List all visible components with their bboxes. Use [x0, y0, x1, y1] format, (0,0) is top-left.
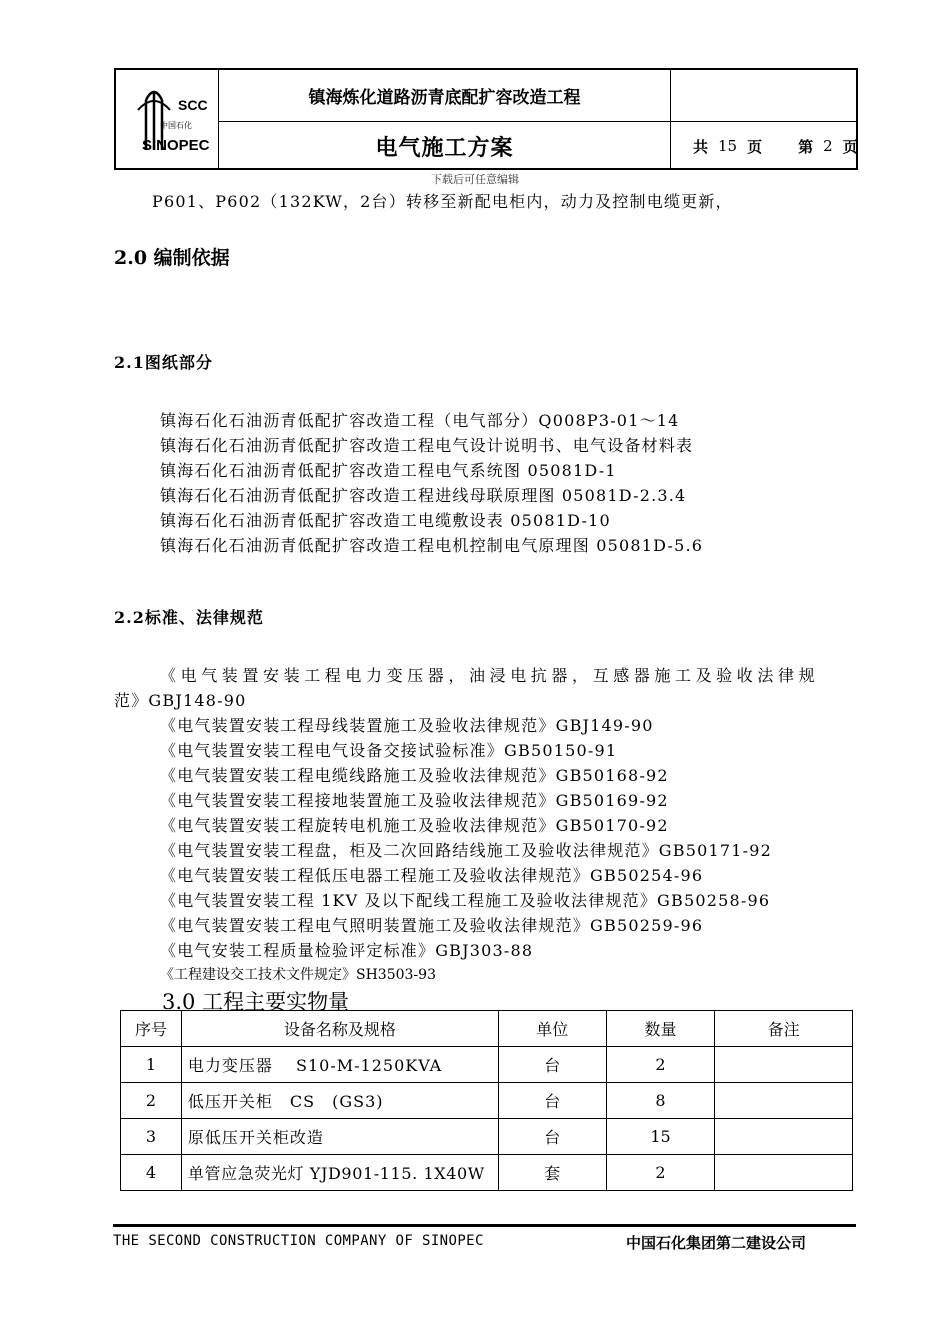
drawing-list [160, 408, 703, 558]
table-cell: 低压开关柜 CS (GS3) [181, 1083, 498, 1119]
section-2-2-title: 2.2标准、法律规范 [114, 608, 264, 627]
section-2-1-title: 2.1图纸部分 [114, 353, 213, 372]
footer-divider [113, 1224, 856, 1227]
page-number: 2 [823, 137, 833, 155]
section-3-title: 3.0 工程主要实物量 [162, 990, 350, 1014]
table-cell [715, 1083, 853, 1119]
page-label: 第 [798, 137, 814, 156]
table-cell: 3 [121, 1119, 182, 1155]
intro-line: P601、P602（132KW，2台）转移至新配电柜内，动力及控制电缆更新， [152, 192, 733, 211]
table-cell: 2 [121, 1083, 182, 1119]
list-item: 《电气装置安装工程母线装置施工及验收法律规范》GBJ149-90 [160, 716, 654, 735]
list-item: 《电气装置安装工程盘，柜及二次回路结线施工及验收法律规范》GB50171-92 [160, 841, 773, 860]
table-cell: 4 [121, 1155, 182, 1191]
table-row [121, 1047, 853, 1083]
footer-company-cn: 中国石化集团第二建设公司 [626, 1234, 807, 1252]
table-header-row [121, 1011, 853, 1047]
table-row [121, 1119, 853, 1155]
table-cell: 台 [498, 1083, 606, 1119]
table-row [121, 1083, 853, 1119]
list-item: 镇海石化石油沥青低配扩容改造工程进线母联原理图 05081D-2.3.4 [160, 486, 687, 505]
logo-top-text: SCC [178, 97, 208, 113]
table-cell: 8 [606, 1083, 715, 1119]
table-cell: 2 [606, 1155, 715, 1191]
table-cell: 原低压开关柜改造 [181, 1119, 498, 1155]
list-item: 镇海石化石油沥青低配扩容改造工电缆敷设表 05081D-10 [160, 511, 611, 530]
list-item: 《电气安装工程质量检验评定标准》GBJ303-88 [160, 941, 534, 960]
list-item: 《电气装置安装工程电气设备交接试验标准》GB50150-91 [160, 741, 618, 760]
table-cell: 1 [121, 1047, 182, 1083]
page-counter [671, 122, 858, 170]
total-pages: 15 [718, 137, 738, 155]
standard-first-line-cont: 范》GBJ148-90 [114, 691, 247, 710]
table-cell [715, 1047, 853, 1083]
section-2-title: 2.0 编制依据 [114, 247, 230, 269]
column-header: 单位 [498, 1011, 606, 1047]
table-cell: 15 [606, 1119, 715, 1155]
project-title: 镇海炼化道路沥青底配扩容改造工程 [219, 70, 671, 121]
edit-note: 下载后可任意编辑 [431, 173, 519, 186]
page-unit: 页 [747, 137, 763, 156]
standards-list [160, 713, 772, 963]
table-cell [715, 1155, 853, 1191]
total-label: 共 [693, 137, 709, 156]
quantities-table [120, 1010, 853, 1191]
page-unit-2: 页 [842, 137, 858, 156]
table-cell: 套 [498, 1155, 606, 1191]
list-item: 《电气装置安装工程电气照明装置施工及验收法律规范》GB50259-96 [160, 916, 704, 935]
table-cell: 台 [498, 1047, 606, 1083]
column-header: 备注 [715, 1011, 853, 1047]
footer-company-en: THE SECOND CONSTRUCTION COMPANY OF SINOPEC [113, 1233, 484, 1249]
table-cell [715, 1119, 853, 1155]
table-cell: 2 [606, 1047, 715, 1083]
list-item: 镇海石化石油沥青低配扩容改造工程电气设计说明书、电气设备材料表 [160, 436, 694, 455]
column-header: 序号 [121, 1011, 182, 1047]
list-item: 镇海石化石油沥青低配扩容改造工程（电气部分）Q008P3-01～14 [160, 411, 680, 430]
table-cell: 电力变压器 S10-M-1250KVA [181, 1047, 498, 1083]
list-item: 镇海石化石油沥青低配扩容改造工程电气系统图 05081D-1 [160, 461, 617, 480]
list-item: 《电气装置安装工程 1KV 及以下配线工程施工及验收法律规范》GB50258-96 [160, 891, 771, 910]
document-title: 电气施工方案 [219, 122, 671, 170]
document-header [114, 68, 858, 170]
column-header: 数量 [606, 1011, 715, 1047]
list-item: 《电气装置安装工程接地装置施工及验收法律规范》GB50169-92 [160, 791, 669, 810]
list-item: 《电气装置安装工程电缆线路施工及验收法律规范》GB50168-92 [160, 766, 669, 785]
logo-mid-text: 中国石化 [160, 121, 192, 130]
table-row [121, 1155, 853, 1191]
sinopec-logo [116, 70, 219, 168]
column-header: 设备名称及规格 [181, 1011, 498, 1047]
standard-first-line: 《电气装置安装工程电力变压器，油浸电抗器，互感器施工及验收法律规 [160, 666, 820, 685]
last-standard: 《工程建设交工技术文件规定》SH3503-93 [160, 967, 436, 983]
list-item: 镇海石化石油沥青低配扩容改造工程电机控制电气原理图 05081D-5.6 [160, 536, 704, 555]
list-item: 《电气装置安装工程低压电器工程施工及验收法律规范》GB50254-96 [160, 866, 704, 885]
list-item: 《电气装置安装工程旋转电机施工及验收法律规范》GB50170-92 [160, 816, 669, 835]
table-cell: 台 [498, 1119, 606, 1155]
logo-bottom-text: SINOPEC [142, 137, 210, 154]
table-cell: 单管应急荧光灯 YJD901-115. 1X40W [181, 1155, 498, 1191]
